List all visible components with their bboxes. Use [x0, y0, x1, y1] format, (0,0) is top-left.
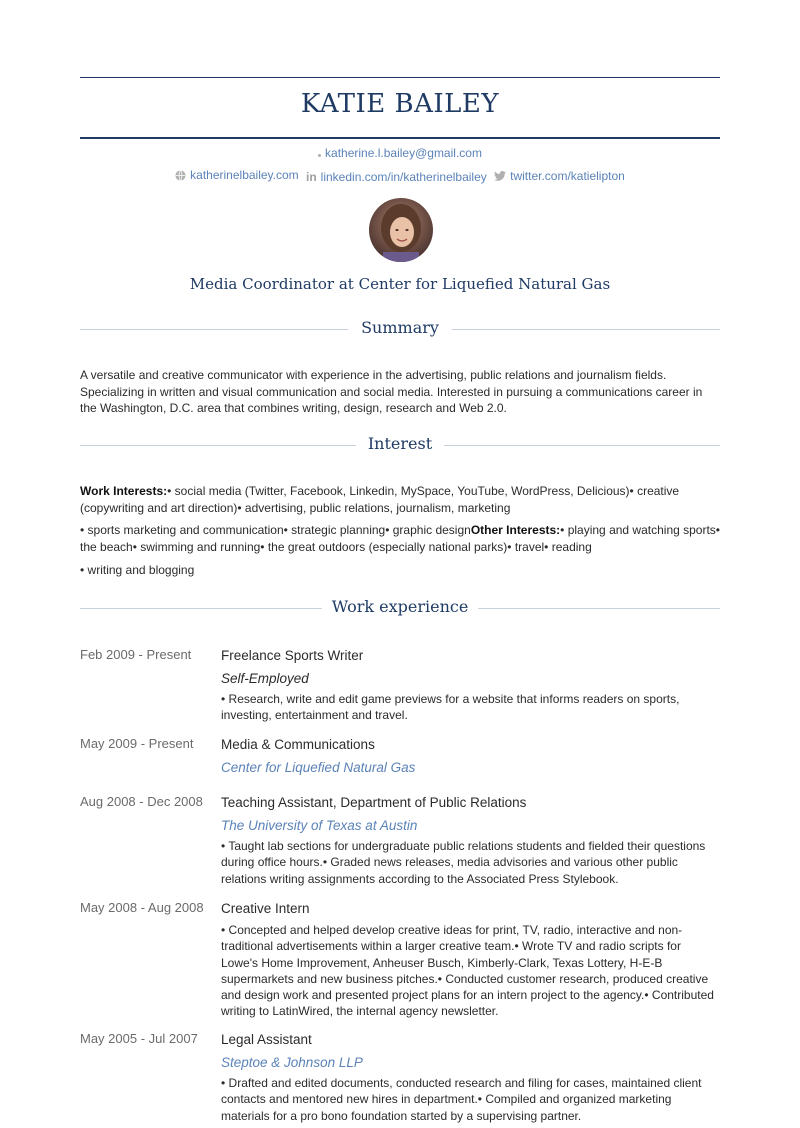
other-interests-text: • playing and watching sports• the beach• swimming and running• the great outdoors (especially national parks)• travel• reading [80, 523, 720, 554]
section-work-header [80, 597, 720, 619]
linkedin-contact[interactable] [306, 170, 487, 184]
job-date: May 2008 - Aug 2008 [80, 900, 204, 915]
globe-icon [175, 170, 186, 181]
contact-line-email [80, 146, 720, 160]
other-interests-text-continued: • writing and blogging [80, 563, 195, 577]
other-interests-paragraph-2 [80, 562, 720, 579]
job-role: Media & Communications [221, 737, 375, 752]
email-link[interactable]: katherine.l.bailey@gmail.com [325, 146, 482, 160]
job-description: • Drafted and edited documents, conducted research and filing for cases, maintained client contacts and mentored new hires in department.• Compiled and organized marketing materials for a pro bono foundation started by a supervising partner. [221, 1076, 702, 1123]
website-contact[interactable] [175, 168, 299, 182]
job-description: • Concepted and helped develop creative ideas for print, TV, radio, interactive and non-traditional advertisements within a larger creative team.• Wrote TV and radio scripts for Lowe's Home Improvement, Anheuser Busch, Kimberly-Clark, Texas Lottery, H-E-B supermarkets and new business pitches.• Conducted customer research, produced creative and design work and presented project plans for an intern project to the agency.• Contributed writing to LatinWired, the internal agency newsletter. [221, 923, 714, 1019]
job-role: Legal Assistant [221, 1032, 312, 1047]
section-rule-right [478, 608, 720, 609]
job-role: Creative Intern [221, 901, 310, 916]
job-org: Self-Employed [221, 671, 309, 686]
job-org-link[interactable]: Steptoe & Johnson LLP [221, 1055, 363, 1070]
other-interests-label: Other Interests: [470, 523, 561, 537]
dot-icon [318, 154, 321, 157]
job-date: May 2009 - Present [80, 736, 194, 751]
top-rule [80, 77, 720, 78]
job-role: Teaching Assistant, Department of Public Relations [221, 795, 527, 810]
work-interests-text: • social media (Twitter, Facebook, Linkedin, MySpace, YouTube, WordPress, Delicious)• creative (copywriting and art direction)• advertising, public relations, journalism, marketing [80, 484, 680, 515]
contact-line-links [80, 168, 720, 184]
twitter-bird-icon [494, 171, 506, 181]
job-description: • Research, write and edit game previews for a website that informs readers on sports, investing, entertainment and travel. [221, 692, 680, 723]
summary-text: A versatile and creative communicator with experience in the advertising, public relations and journalism fields. Specializing in written and visual communication and social media. Interested in pursuing a communications career in the Washington, D.C. area that combines writing, design, research and Web 2.0. [80, 368, 703, 415]
section-rule-right [452, 329, 720, 330]
headline: Media Coordinator at Center for Liquefied Natural Gas [189, 275, 611, 293]
job-date: Aug 2008 - Dec 2008 [80, 794, 203, 809]
linkedin-icon: in [306, 169, 317, 184]
section-title-work: Work experience [331, 597, 469, 616]
job-role: Freelance Sports Writer [221, 648, 364, 663]
job-description: • Taught lab sections for undergraduate public relations students and fielded their questions during office hours.• Graded news releases, media advisories and various other public relations writing assignments according to the Associated Press Stylebook. [221, 839, 706, 886]
section-title-summary: Summary [361, 318, 439, 337]
twitter-link[interactable]: twitter.com/katielipton [510, 168, 625, 183]
linkedin-link[interactable]: linkedin.com/in/katherinelbailey [320, 169, 487, 184]
job-date: Feb 2009 - Present [80, 647, 192, 662]
candidate-name: KATIE BAILEY [300, 89, 500, 119]
avatar [369, 198, 433, 262]
twitter-contact[interactable] [494, 169, 625, 183]
job-org-link[interactable]: Center for Liquefied Natural Gas [221, 760, 416, 775]
section-rule-right [444, 445, 720, 446]
work-interests-paragraph [80, 483, 720, 516]
job-org-link[interactable]: The University of Texas at Austin [221, 818, 418, 833]
section-title-interest: Interest [367, 434, 433, 453]
email-contact[interactable] [318, 146, 482, 160]
name-rule [80, 137, 720, 139]
work-interests-text-continued: • sports marketing and communication• strategic planning• graphic design [80, 523, 471, 537]
work-interests-label: Work Interests: [80, 484, 168, 498]
website-link[interactable]: katherinelbailey.com [190, 168, 299, 182]
section-summary-header [80, 318, 720, 340]
other-interests-paragraph [80, 522, 720, 555]
section-interest-header [80, 434, 720, 456]
job-date: May 2005 - Jul 2007 [80, 1031, 198, 1046]
